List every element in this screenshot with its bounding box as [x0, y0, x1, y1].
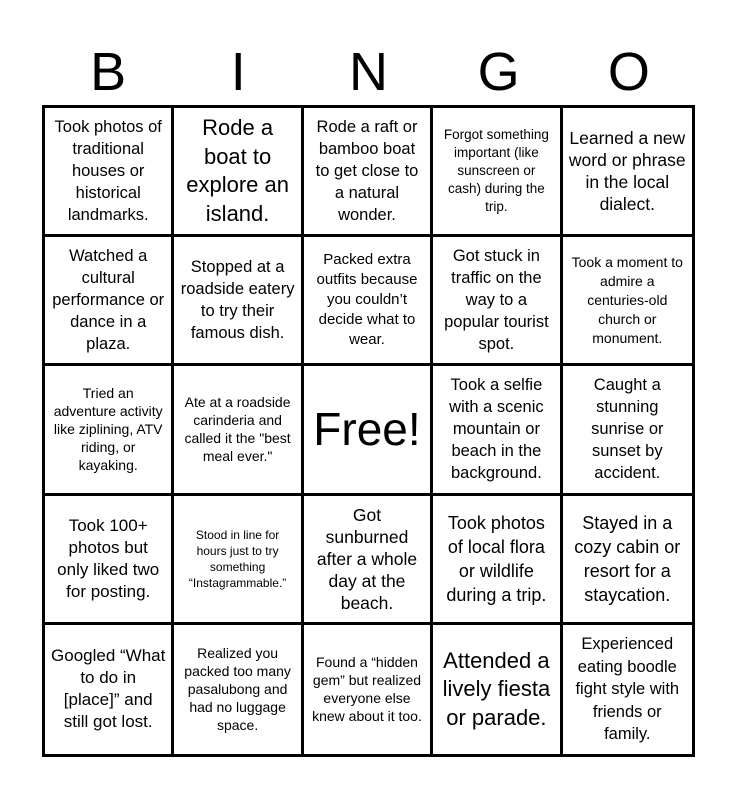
cell-text: Caught a stunning sunrise or sunset by accident.	[591, 376, 664, 483]
bingo-card	[42, 105, 695, 757]
bingo-cell[interactable]	[563, 496, 692, 625]
bingo-cell[interactable]	[174, 366, 303, 495]
cell-text: Stood in line for hours just to try something “Instagrammable.”	[188, 527, 287, 590]
cell-text: Tried an adventure activity like ziplining, ATV riding, or kayaking.	[53, 385, 163, 474]
bingo-cell[interactable]	[174, 108, 303, 237]
bingo-cell[interactable]	[304, 496, 433, 625]
cell-text: Found a “hidden gem” but realized everyone else knew about it too.	[312, 654, 422, 725]
cell-text: Took a moment to admire a centuries-old church or monument.	[571, 253, 683, 346]
cell-text: Stopped at a roadside eatery to try their famous dish.	[180, 258, 295, 343]
header-letter-o: O	[607, 42, 650, 102]
free-space[interactable]	[304, 366, 433, 495]
cell-text: Took photos of local flora or wildlife during a trip.	[446, 512, 547, 605]
bingo-cell[interactable]	[45, 237, 174, 366]
cell-text: Watched a cultural performance or dance in a plaza.	[52, 247, 165, 354]
cell-text: Got stuck in traffic on the way to a popular tourist spot.	[444, 247, 549, 354]
bingo-cell[interactable]	[433, 625, 562, 754]
bingo-cell[interactable]	[433, 237, 562, 366]
cell-text: Took photos of traditional houses or historical landmarks.	[54, 118, 162, 225]
cell-text: Rode a boat to explore an island.	[186, 115, 289, 226]
cell-text: Rode a raft or bamboo boat to get close to a natural wonder.	[315, 118, 419, 225]
bingo-cell[interactable]	[174, 625, 303, 754]
header-letter-i: I	[230, 42, 246, 102]
bingo-cell[interactable]	[304, 625, 433, 754]
cell-text: Googled “What to do in [place]” and still got lost.	[51, 646, 166, 732]
bingo-cell[interactable]	[174, 496, 303, 625]
bingo-cell[interactable]	[304, 237, 433, 366]
bingo-cell[interactable]	[45, 496, 174, 625]
bingo-cell[interactable]	[304, 108, 433, 237]
bingo-cell[interactable]	[563, 237, 692, 366]
bingo-cell[interactable]	[433, 108, 562, 237]
cell-text: Got sunburned after a whole day at the beach.	[316, 504, 418, 613]
bingo-cell[interactable]	[45, 108, 174, 237]
header-letter-n: N	[348, 42, 388, 102]
free-space-label: Free!	[313, 403, 421, 456]
cell-text: Learned a new word or phrase in the local dialect.	[568, 128, 686, 215]
bingo-cell[interactable]	[563, 625, 692, 754]
cell-text: Attended a lively fiesta or parade.	[442, 647, 551, 730]
bingo-cell[interactable]	[433, 496, 562, 625]
cell-text: Experienced eating boodle fight style with friends or family.	[575, 635, 680, 744]
bingo-cell[interactable]	[563, 108, 692, 237]
cell-text: Took a selfie with a scenic mountain or beach in the background.	[449, 376, 544, 483]
cell-text: Took 100+ photos but only liked two for posting.	[57, 515, 160, 601]
bingo-cell[interactable]	[174, 237, 303, 366]
bingo-cell[interactable]	[433, 366, 562, 495]
bingo-cell[interactable]	[45, 625, 174, 754]
header-letter-b: B	[90, 42, 127, 102]
header-letter-g: G	[477, 42, 520, 102]
cell-text: Stayed in a cozy cabin or resort for a staycation.	[574, 512, 681, 605]
cell-text: Ate at a roadside carinderia and called it the "best meal ever."	[184, 394, 291, 465]
bingo-header	[43, 40, 694, 104]
cell-text: Forgot something important (like sunscreen or cash) during the trip.	[443, 127, 549, 215]
cell-text: Packed extra outfits because you couldn’t decide what to wear.	[316, 251, 418, 349]
bingo-cell[interactable]	[45, 366, 174, 495]
cell-text: Realized you packed too many pasalubong and had no luggage space.	[184, 645, 291, 734]
bingo-cell[interactable]	[563, 366, 692, 495]
